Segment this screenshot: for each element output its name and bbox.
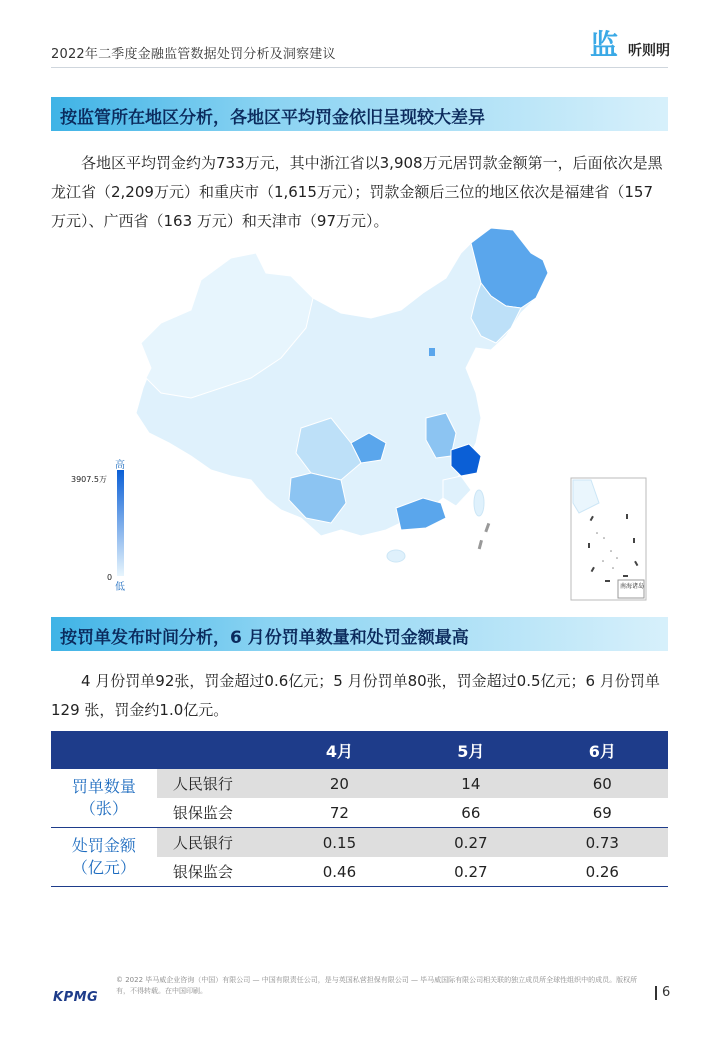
month-analysis-paragraph: 4 月份罚单92张，罚金超过0.6亿元；5 月份罚单80张，罚金超过0.5亿元；6 月份罚单129 张，罚金约1.0亿元。 bbox=[51, 672, 660, 719]
table-cell: 60 bbox=[537, 769, 668, 798]
section-heading-region: 按监管所在地区分析，各地区平均罚金依旧呈现较大差异 bbox=[60, 108, 485, 128]
footer-copyright: © 2022 毕马威企业咨询（中国）有限公司 — 中国有限责任公司，是与英国私营担保有限公司 — 毕马威国际有限公司相关联的独立成员所全球性组织中的成员。版权所有，不得转载。在中国印刷。 bbox=[116, 976, 638, 995]
table-cell: 66 bbox=[405, 798, 536, 828]
table-row bbox=[51, 769, 668, 798]
kpmg-logo: KPMG bbox=[53, 990, 99, 1005]
group-label-count: 罚单数量 （张） bbox=[51, 769, 157, 828]
table-cell: 0.27 bbox=[405, 857, 536, 887]
brand-name: 听则明 bbox=[628, 43, 670, 59]
table-cell: 14 bbox=[405, 769, 536, 798]
row-label: 人民银行 bbox=[157, 769, 274, 798]
nine-dash-line bbox=[478, 523, 491, 549]
month-header: 6月 bbox=[537, 731, 668, 769]
table-cell: 0.15 bbox=[274, 828, 405, 858]
row-label: 银保监会 bbox=[157, 798, 274, 828]
section-heading-bar-region bbox=[51, 97, 668, 131]
map-region-tianjin-beijing bbox=[429, 348, 435, 356]
table-cell: 69 bbox=[537, 798, 668, 828]
map-region-hainan bbox=[387, 550, 405, 562]
section-heading-month: 按罚单发布时间分析，6 月份罚单数量和处罚金额最高 bbox=[60, 628, 469, 648]
table-cell: 0.46 bbox=[274, 857, 405, 887]
group-label-amount: 处罚金额 （亿元） bbox=[51, 828, 157, 887]
document-header-title: 2022年二季度金融监管数据处罚分析及洞察建议 bbox=[51, 47, 336, 62]
month-header: 4月 bbox=[274, 731, 405, 769]
table-cell: 72 bbox=[274, 798, 405, 828]
legend-high-label: 高 bbox=[115, 460, 125, 471]
ting-ze-ming-logo-icon bbox=[586, 28, 622, 60]
table-header-row bbox=[51, 731, 668, 769]
region-analysis-paragraph: 各地区平均罚金约为733万元，其中浙江省以3,908万元居罚款金额第一，后面依次是黑龙江省（2,209万元）和重庆市（1,615万元）；罚款金额后三位的地区依次是福建省（157万元）、广西省（163 万元）和天津市（97万元）。 bbox=[51, 154, 663, 230]
table-row bbox=[51, 828, 668, 858]
inset-label: 南海诸岛 bbox=[620, 583, 645, 590]
footer-divider bbox=[655, 986, 657, 1000]
table-cell: 0.73 bbox=[537, 828, 668, 858]
row-label: 人民银行 bbox=[157, 828, 274, 858]
header-divider bbox=[51, 67, 668, 68]
section-heading-bar-month bbox=[51, 617, 668, 651]
legend-min-value: 0 bbox=[107, 573, 113, 582]
svg-text:监: 监 bbox=[589, 28, 619, 60]
penalty-table bbox=[51, 731, 668, 887]
page-number: 6 bbox=[662, 985, 671, 1000]
month-header: 5月 bbox=[405, 731, 536, 769]
legend-low-label: 低 bbox=[115, 582, 125, 593]
table-cell: 0.26 bbox=[537, 857, 668, 887]
map-region-zhejiang bbox=[451, 444, 481, 476]
table-cell: 20 bbox=[274, 769, 405, 798]
map-region-fujian bbox=[443, 476, 471, 506]
legend-max-value: 3907.5万 bbox=[71, 475, 107, 484]
row-label: 银保监会 bbox=[157, 857, 274, 887]
south-sea-inset bbox=[571, 478, 646, 600]
table-cell: 0.27 bbox=[405, 828, 536, 858]
map-region-taiwan bbox=[474, 490, 484, 516]
legend-color-scale bbox=[117, 470, 124, 576]
china-penalty-heat-map bbox=[51, 218, 668, 610]
